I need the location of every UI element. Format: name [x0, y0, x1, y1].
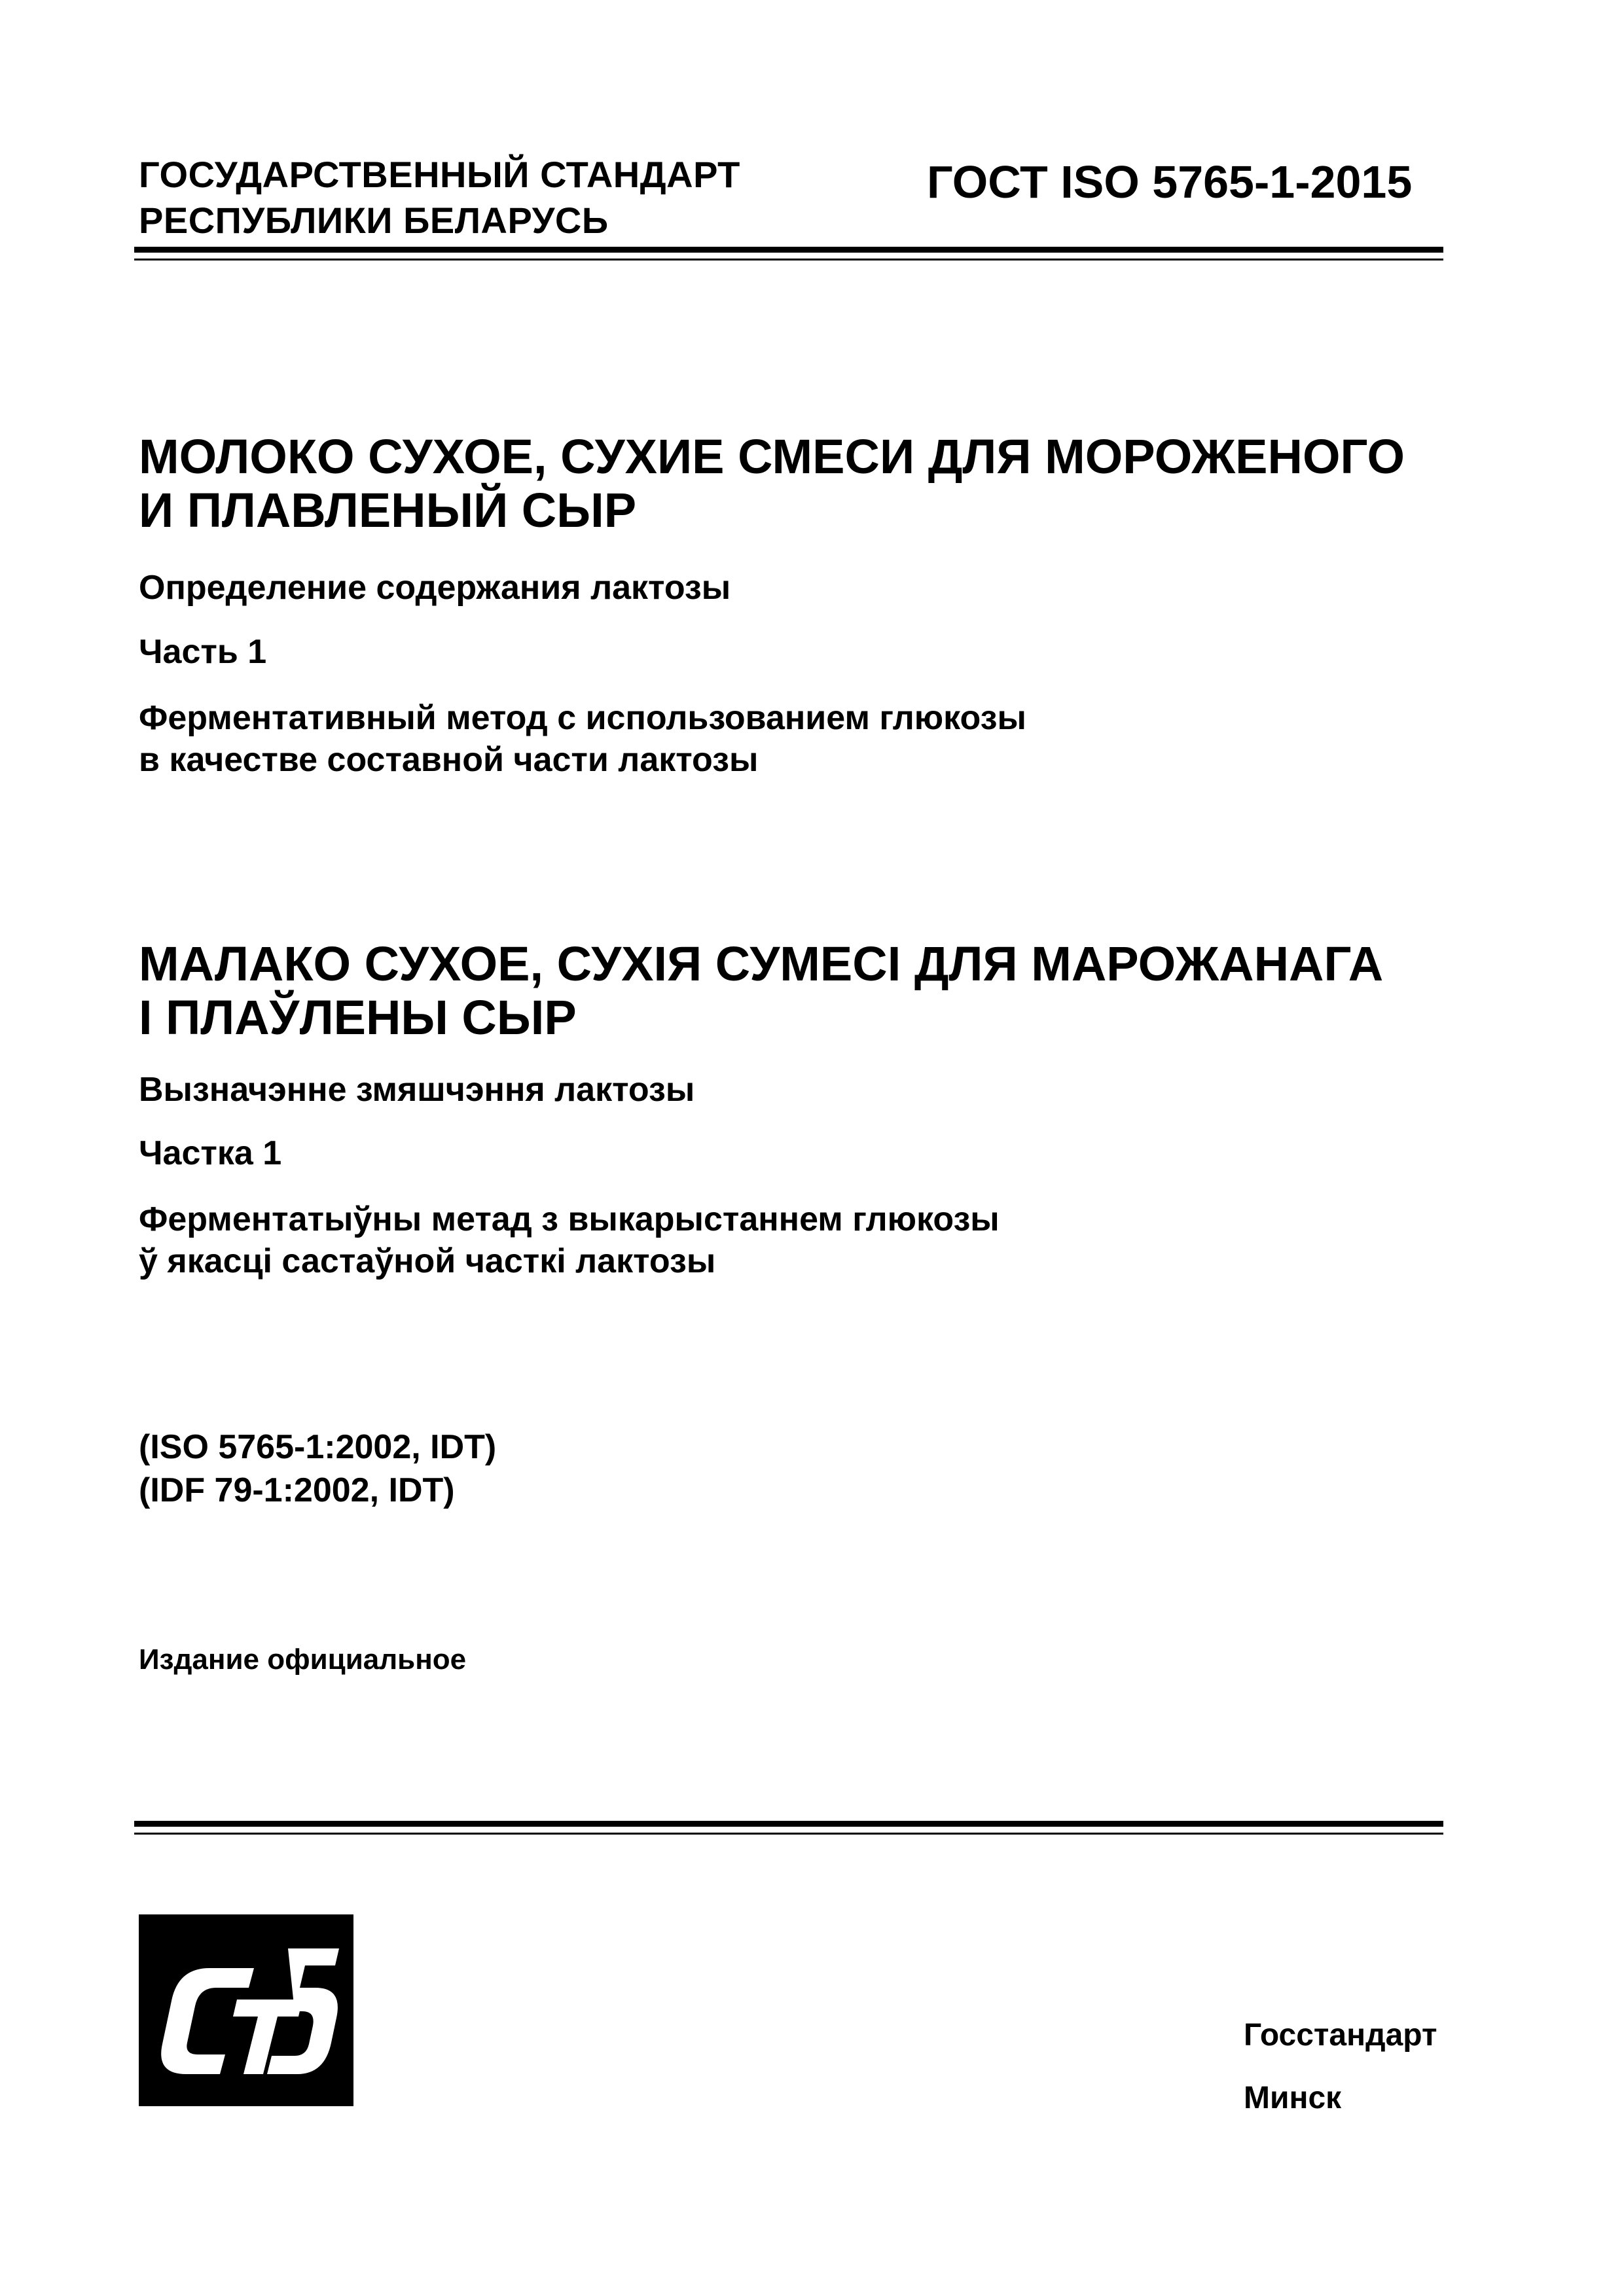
belarusian-title: [139, 937, 1383, 1045]
idf-reference: (IDF 79-1:2002, IDT): [139, 1471, 455, 1509]
header-org-line2: РЕСПУБЛИКИ БЕЛАРУСЬ: [139, 200, 609, 241]
stb-logo: [139, 1914, 353, 2106]
russian-title: [139, 430, 1405, 537]
belarusian-title-line1: МАЛАКО СУХОЕ, СУХІЯ СУМЕСІ ДЛЯ МАРОЖАНАГА: [139, 937, 1384, 991]
belarusian-title-line2: І ПЛАЎЛЕНЫ СЫР: [139, 990, 577, 1045]
belarusian-method-line2: ў якасці састаўной часткі лактозы: [139, 1242, 716, 1280]
russian-method-line1: Ферментативный метод с использованием глюкозы: [139, 699, 1026, 737]
international-references: [139, 1426, 496, 1512]
iso-reference: (ISO 5765-1:2002, IDT): [139, 1428, 497, 1466]
russian-subtitle: Определение содержания лактозы: [139, 569, 731, 607]
russian-title-line2: И ПЛАВЛЕНЫЙ СЫР: [139, 483, 637, 537]
publisher-name: Госстандарт: [1244, 2018, 1437, 2053]
header-rule-thick: [134, 247, 1443, 253]
footer-rule-thick: [134, 1821, 1443, 1827]
footer-rule-thin: [134, 1833, 1443, 1835]
belarusian-method: [139, 1198, 1000, 1282]
edition-label: Издание официальное: [139, 1643, 467, 1676]
russian-method-line2: в качестве составной части лактозы: [139, 741, 759, 779]
belarusian-part: Частка 1: [139, 1134, 282, 1172]
belarusian-method-line1: Ферментатыўны метад з выкарыстаннем глюкозы: [139, 1200, 1000, 1238]
standard-number: ГОСТ ISO 5765-1-2015: [927, 156, 1413, 207]
russian-part: Часть 1: [139, 633, 267, 671]
header-org-line1: ГОСУДАРСТВЕННЫЙ СТАНДАРТ: [139, 154, 740, 195]
stb-logo-icon: [139, 1914, 353, 2106]
russian-title-line1: МОЛОКО СУХОЕ, СУХИЕ СМЕСИ ДЛЯ МОРОЖЕНОГО: [139, 429, 1405, 484]
russian-method: [139, 697, 1026, 781]
header-rule-thin: [134, 259, 1443, 260]
publisher-city: Минск: [1244, 2081, 1342, 2115]
belarusian-subtitle: Вызначэнне змяшчэння лактозы: [139, 1071, 695, 1109]
header-organization: [139, 152, 740, 243]
